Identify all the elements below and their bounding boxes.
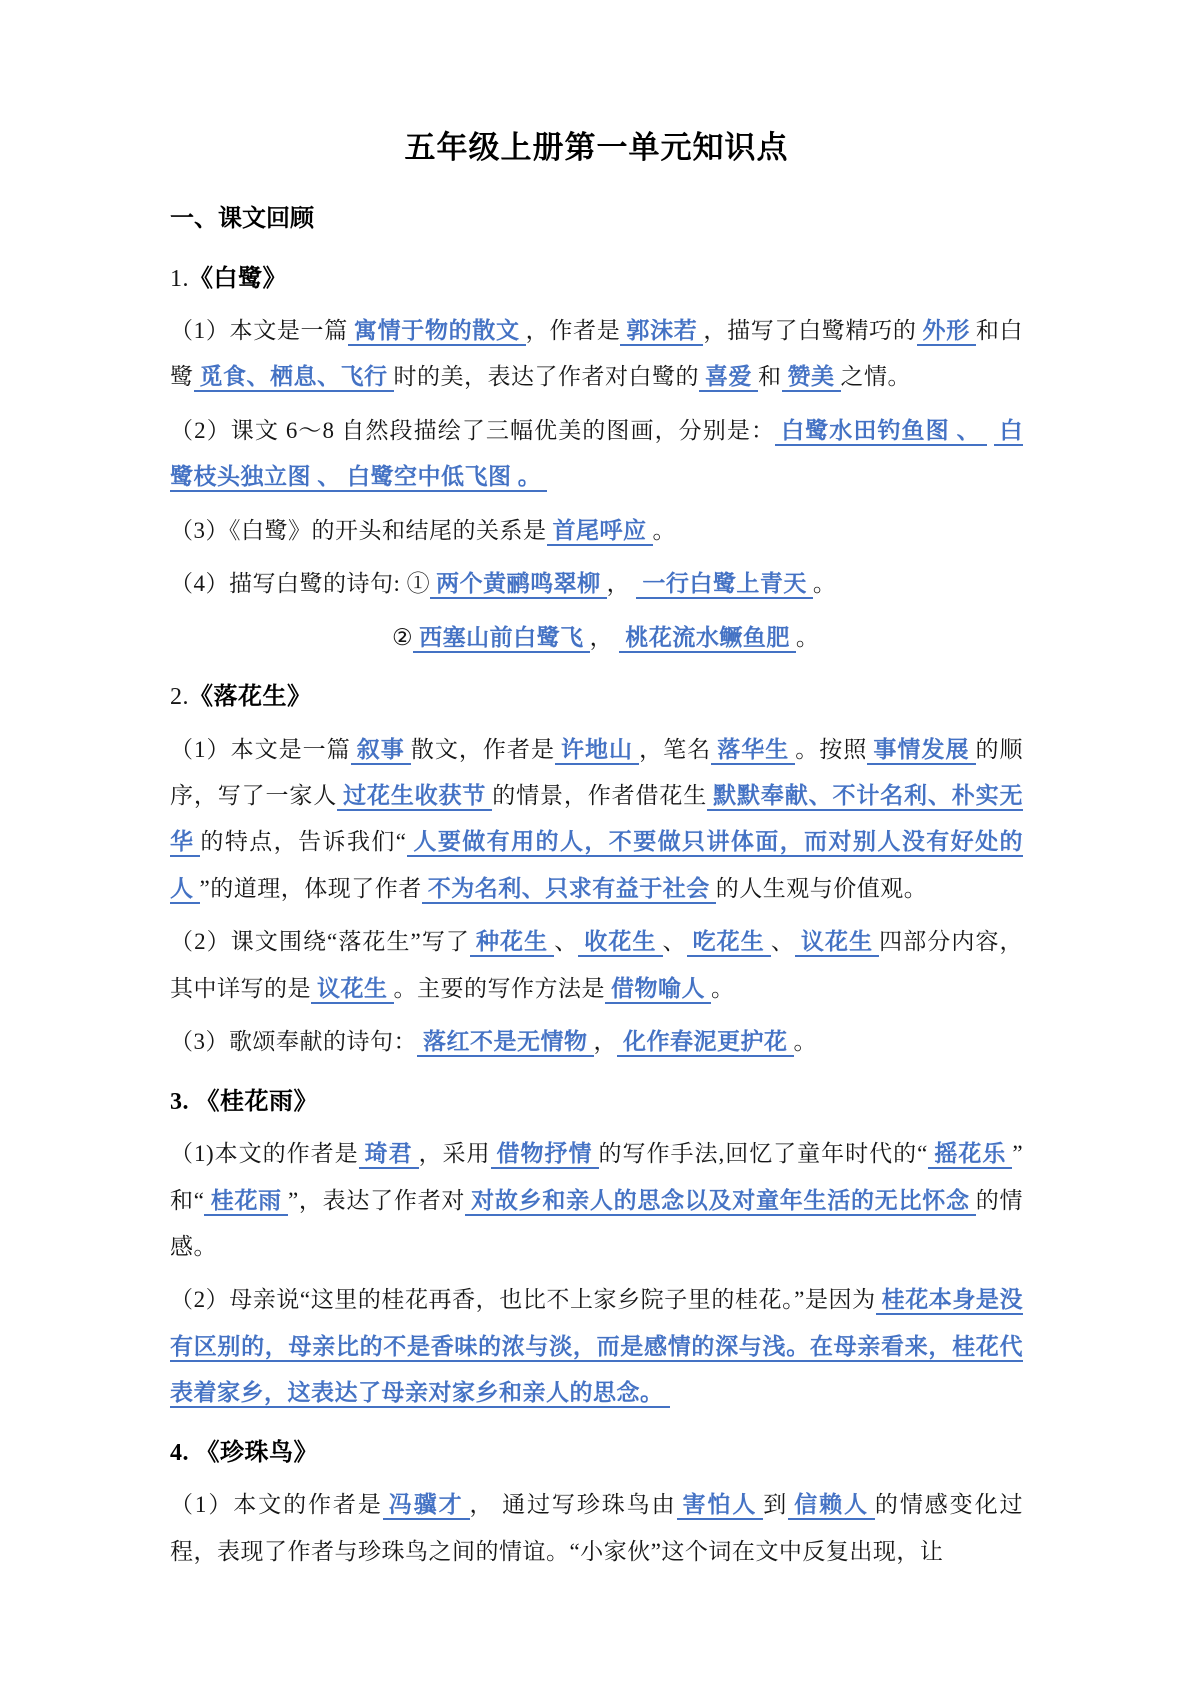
- text-run: 、: [554, 929, 579, 955]
- text-run: 的情感。: [170, 1187, 1023, 1260]
- answer-blank: 觅食、栖息、飞行: [194, 364, 394, 392]
- text-run: 。: [795, 624, 820, 650]
- text-run: ②: [392, 624, 414, 650]
- text-run: 。: [812, 571, 837, 597]
- document-blocks: [170, 257, 1023, 1576]
- answer-blank: 对故乡和亲人的思念以及对童年生活的无比怀念: [465, 1188, 976, 1216]
- bailu-q2: [170, 408, 1023, 501]
- bold-text-run: 4. 《珍珠鸟》: [170, 1439, 318, 1466]
- answer-blank: 许地山: [555, 737, 639, 765]
- text-run: ， 通过写珍珠鸟由: [469, 1492, 677, 1518]
- luohuasheng-q1: [170, 727, 1023, 913]
- text-run: ，采用: [418, 1141, 491, 1167]
- text-run: 的写作手法,回忆了童年时代的“: [598, 1141, 928, 1167]
- page-title: 五年级上册第一单元知识点: [404, 130, 789, 165]
- answer-blank: 寓情于物的散文: [348, 318, 526, 346]
- answer-blank: 落红不是无情物: [417, 1029, 594, 1057]
- text-run: （1）本文是一篇: [170, 317, 348, 343]
- text-run: 四部分内容，其中详写的是: [170, 929, 1024, 1001]
- answer-blank: 议花生: [311, 976, 394, 1004]
- bailu-q4-line1: [170, 561, 1023, 607]
- text-run: ，笔名: [639, 736, 712, 762]
- guihuayu-q2: [170, 1277, 1023, 1416]
- answer-blank: 冯骥才: [383, 1492, 470, 1520]
- bold-text-run: 《落花生》: [189, 684, 312, 711]
- lesson-heading-zhenzhuniao: [170, 1431, 1023, 1475]
- text-run: 的情感变化过程，表现了作者与珍珠鸟之间的情谊。“小家伙”这个词在文中反复出现，让: [170, 1492, 1024, 1564]
- answer-blank: 桂花本身是没有区别的，母亲比的不是香味的浓与淡，而是感情的深与浅。在母亲看来，桂花代表着家乡，这表达了母亲对家乡和亲人的思念。: [170, 1287, 1023, 1408]
- text-run: 的情景，作者借花生: [492, 783, 708, 808]
- guihuayu-q1: [170, 1131, 1023, 1270]
- text-run: ，作者是: [525, 317, 621, 343]
- text-run: （4）描写白鹭的诗句: ①: [170, 571, 431, 597]
- answer-blank: 事情发展: [867, 737, 975, 765]
- text-run: 的特点，告诉我们“: [200, 829, 407, 855]
- text-run: 。: [652, 517, 676, 543]
- bailu-q3: [170, 508, 1023, 554]
- lesson-heading-bailu: [170, 257, 1023, 301]
- answer-blank: 白鹭枝头独立图 、 白鹭空中低飞图 。: [170, 418, 1023, 492]
- answer-blank: 摇花乐: [928, 1141, 1012, 1169]
- text-run: （2）母亲说“这里的桂花再香，也比不上家乡院子里的桂花。”是因为: [170, 1287, 876, 1313]
- text-run: 、: [770, 929, 795, 955]
- answer-blank: 郭沫若: [620, 318, 703, 346]
- answer-blank: 收花生: [578, 929, 662, 957]
- text-run: （1）本文是一篇: [170, 736, 351, 762]
- answer-blank: 信赖人: [788, 1492, 875, 1520]
- answer-blank: 吃花生: [687, 929, 771, 957]
- text-run: 到: [763, 1492, 789, 1518]
- text-run: （1）本文的作者是: [170, 1492, 383, 1518]
- text-run: 的人生观与价值观。: [715, 875, 928, 901]
- text-run: ”的道理，体现了作者: [199, 875, 422, 901]
- text-run: 2.: [170, 684, 189, 711]
- text-run: 和白鹭: [170, 317, 1024, 390]
- answer-blank: 一行白鹭上青天: [636, 571, 813, 599]
- bailu-q4-line2: [170, 615, 1023, 661]
- text-run: 之情。: [840, 364, 911, 390]
- answer-blank: 不为名利、只求有益于社会: [422, 876, 716, 904]
- text-run: （2）课文围绕“落花生”写了: [170, 929, 470, 955]
- text-run: 1.: [170, 265, 189, 292]
- bold-text-run: 3. 《桂花雨》: [170, 1088, 318, 1115]
- answer-blank: 落华生: [711, 737, 795, 765]
- answer-blank: 外形: [917, 318, 976, 346]
- answer-blank: 白鹭水田钓鱼图 、: [775, 418, 987, 446]
- answer-blank: 两个黄鹂鸣翠柳: [430, 571, 607, 599]
- answer-blank: 人要做有用的人，不要做只讲体面，而对别人没有好处的人: [170, 829, 1023, 903]
- answer-blank: 借物喻人: [605, 976, 711, 1004]
- text-run: 。按照: [795, 736, 868, 762]
- answer-blank: 桃花流水鳜鱼肥: [619, 625, 796, 653]
- answer-blank: 默默奉献、不计名利、朴实无华: [170, 783, 1023, 857]
- text-run: 。: [711, 975, 735, 1001]
- text-run: （3）《白鹭》的开头和结尾的关系是: [170, 517, 547, 543]
- answer-blank: 化作春泥更护花: [617, 1029, 794, 1057]
- text-run: （2）课文 6～8 自然段描绘了三幅优美的图画，分别是：: [170, 417, 776, 443]
- answer-blank: 议花生: [795, 929, 879, 957]
- answer-blank: 过花生收获节: [337, 783, 492, 811]
- text-run: ”，表达了作者对: [287, 1187, 466, 1213]
- answer-blank: 琦君: [359, 1141, 419, 1169]
- text-run: ，描写了白鹭精巧的: [703, 317, 917, 343]
- text-run: 。主要的写作方法是: [393, 975, 605, 1001]
- answer-blank: 叙事: [351, 737, 411, 765]
- bailu-q1: [170, 308, 1023, 401]
- text-run: （1)本文的作者是: [170, 1141, 359, 1167]
- text-run: ，: [589, 624, 620, 650]
- bold-text-run: 《白鹭》: [189, 265, 287, 292]
- answer-blank: 借物抒情: [491, 1141, 599, 1169]
- text-run: 时的美，表达了作者对白鹭的: [393, 364, 699, 390]
- text-run: 的顺序，写了一家人: [170, 736, 1024, 808]
- section-heading: 一、课文回顾: [170, 206, 314, 232]
- answer-blank: 西塞山前白鹭飞: [413, 625, 590, 653]
- text-run: （3）歌颂奉献的诗句：: [170, 1029, 417, 1055]
- answer-blank: 喜爱: [699, 364, 758, 392]
- text-run: 散文，作者是: [410, 736, 555, 762]
- text-run: ，: [593, 1029, 617, 1055]
- answer-blank: 桂花雨: [204, 1188, 287, 1216]
- text-run: 。: [793, 1029, 817, 1055]
- text-run: [987, 418, 994, 443]
- answer-blank: 赞美: [782, 364, 841, 392]
- answer-blank: 种花生: [470, 929, 554, 957]
- text-run: 、: [662, 929, 687, 955]
- luohuasheng-q3: [170, 1019, 1023, 1065]
- text-run: ，: [606, 571, 637, 597]
- lesson-heading-guihuayu: [170, 1080, 1023, 1124]
- answer-blank: 首尾呼应: [547, 518, 653, 546]
- zhenzhuniao-q1: [170, 1482, 1023, 1575]
- text-run: ”和“: [170, 1141, 1024, 1213]
- lesson-heading-luohuasheng: [170, 675, 1023, 719]
- text-run: 和: [758, 364, 782, 390]
- luohuasheng-q2: [170, 919, 1023, 1012]
- answer-blank: 害怕人: [677, 1492, 764, 1520]
